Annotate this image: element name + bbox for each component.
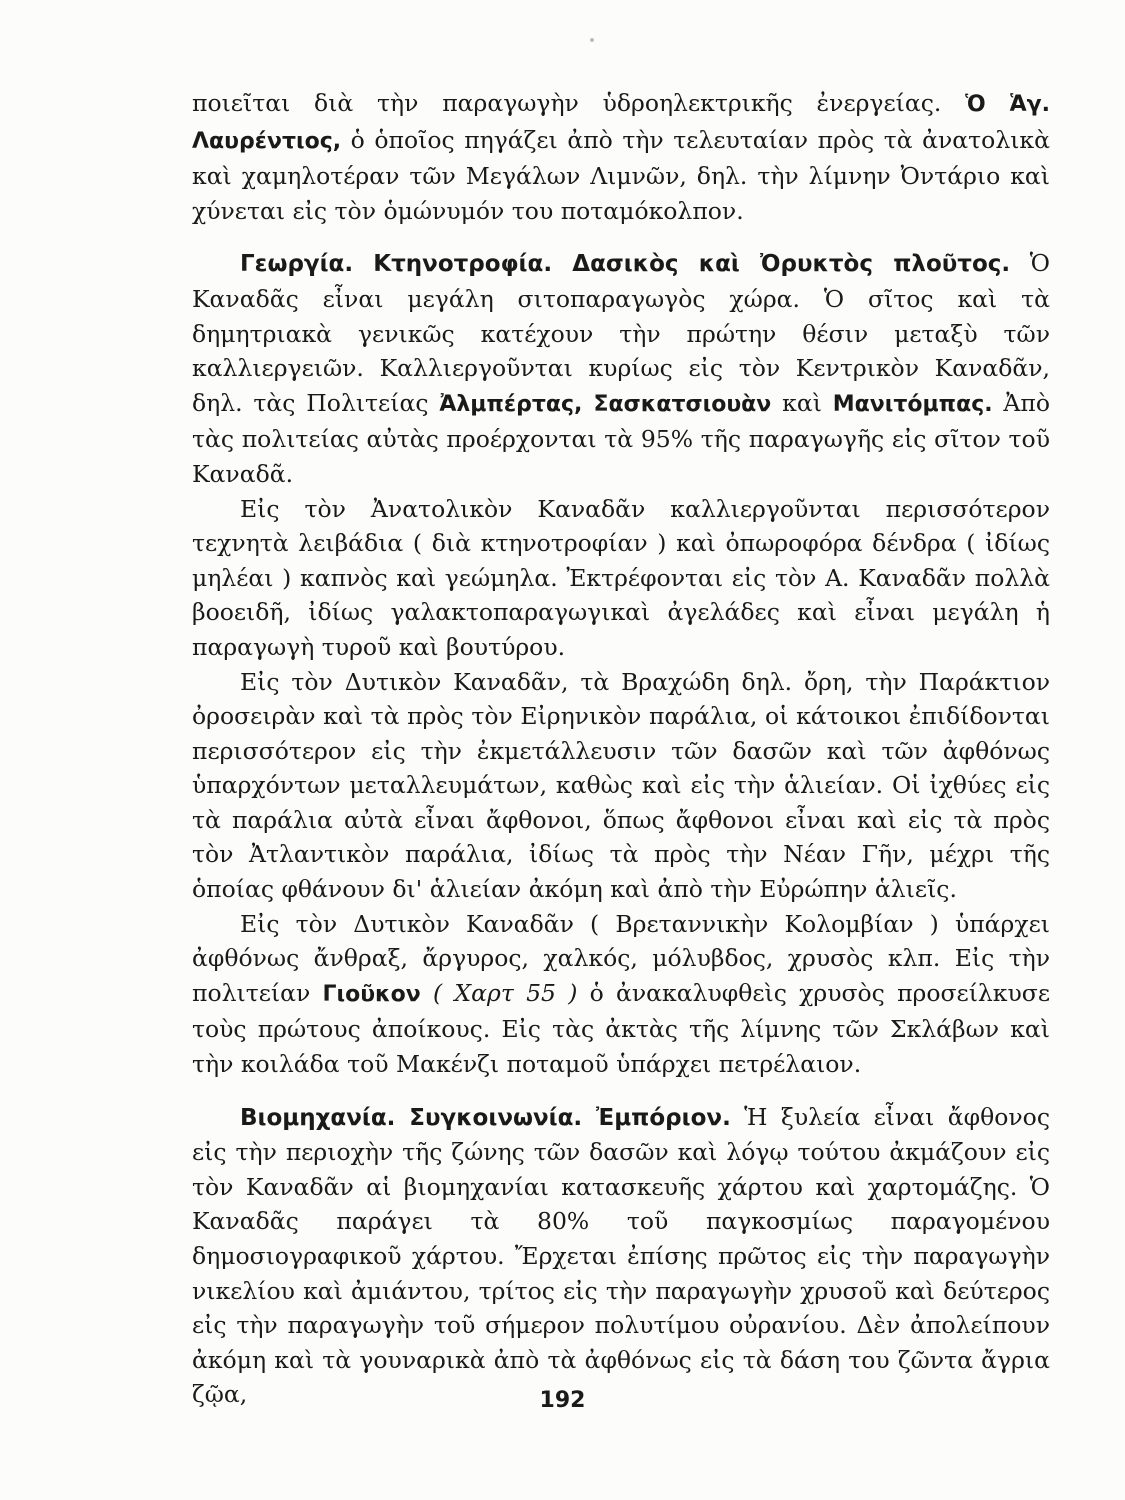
paragraph-text: Ὁ Καναδᾶς εἶναι μεγάλη σιτοπαραγωγὸς χώρα. Ὁ σῖτος καὶ τὰ δημητριακὰ γενικῶς κατέχουν τὴν πρώτην θέσιν μεταξὺ τῶν καλλιεργειῶν. Καλλιεργοῦνται κυρίως εἰς τὸν Κεντρικὸν Καναδᾶν, δηλ. τὰς Πολιτείας xyxy=(192,249,1051,417)
bold-term: Γιοῦκον xyxy=(322,981,421,1007)
paragraph-text: Εἰς τὸν Ἀνατολικὸν Καναδᾶν καλλιεργοῦνται περισσότερον τεχνητὰ λειβάδια ( διὰ κτηνοτροφίαν ) καὶ ὀπωροφόρα δένδρα ( ἰδίως μηλέαι ) καπνὸς καὶ γεώμηλα. Ἐκτρέφονται εἰς τὸν Α. Καναδᾶν πολλὰ βοοειδῆ, ἰδίως γαλακτοπαραγωγικαὶ ἀγελάδες καὶ εἶναι μεγάλη ἡ παραγωγὴ τυροῦ καὶ βουτύρου. xyxy=(192,494,1050,661)
paragraph-minerals xyxy=(192,907,1050,1082)
paper-speck xyxy=(590,38,594,42)
section-industry xyxy=(192,1100,1050,1412)
paragraph-text: Εἰς τὸν Δυτικὸν Καναδᾶν, τὰ Βραχώδη δηλ. ὄρη, τὴν Παράκτιον ὀροσειρὰν καὶ τὰ πρὸς τὸν Εἰρηνικὸν παράλια, οἱ κάτοικοι ἐπιδίδονται περισσότερον εἰς τὴν ἐκμετάλλευσιν τῶν δασῶν καὶ τῶν ἀφθόνως ὑπαρχόντων μεταλλευμάτων, καθὼς καὶ εἰς τὴν ἁλιείαν. Οἱ ἰχθύες εἰς τὰ παράλια αὐτὰ εἶναι ἄφθονοι, ὅπως ἄφθονοι εἶναι καὶ εἰς τὰ πρὸς τὸν Ἀτλαντικὸν παράλια, ἰδίως τὰ πρὸς τὴν Νέαν Γῆν, μέχρι τῆς ὁποίας φθάνουν δι' ἁλιείαν ἀκόμη καὶ ἀπὸ τὴν Εὐρώπην ἁλιεῖς. xyxy=(192,667,1050,904)
paragraph-text: ὁ ὁποῖος πηγάζει ἀπὸ τὴν τελευταίαν πρὸς τὰ ἀνατολικὰ καὶ χαμηλοτέραν τῶν Μεγάλων Λιμνῶν, δηλ. τὴν λίμνην Ὀντάριο καὶ χύνεται εἰς τὸν ὁμώνυμόν του ποταμόκολπον. xyxy=(192,125,1050,225)
page-body xyxy=(192,86,1050,1412)
map-reference: ( Χαρτ 55 ) xyxy=(420,978,578,1007)
paragraph-text: καὶ xyxy=(771,388,833,417)
paragraph-western-canada xyxy=(192,665,1050,907)
page-number: 192 xyxy=(539,1388,586,1413)
paragraph-text: Ἡ ξυλεία εἶναι ἄφθονος εἰς τὴν περιοχὴν τῆς ζώνης τῶν δασῶν καὶ λόγῳ τούτου ἀκμάζουν εἰς τὸν Καναδᾶν αἱ βιομηχανίαι κατασκευῆς χάρτου καὶ χαρτομάζης. Ὁ Καναδᾶς παράγει τὰ 80% τοῦ παγκοσμίως παραγομένου δημοσιογραφικοῦ χάρτου. Ἔρχεται ἐπίσης πρῶτος εἰς τὴν παραγωγὴν νικελίου καὶ ἀμιάντου, τρίτος εἰς τὴν παραγωγὴν χρυσοῦ καὶ δεύτερος εἰς τὴν παραγωγὴν τοῦ σήμερον πολυτίμου οὐρανίου. Δὲν ἀπολείπουν ἀκόμη καὶ τὰ γουναρικὰ ἀπὸ τὰ ἀφθόνως εἰς τὰ δάση του ζῶντα ἄγρια ζῷα, xyxy=(192,1102,1050,1409)
paragraph-text: ποιεῖται διὰ τὴν παραγωγὴν ὑδροηλεκτρικῆς ἐνεργείας. xyxy=(192,89,966,117)
paragraph-eastern-canada xyxy=(192,492,1050,665)
bold-term: Ὁ Ἁγ. Λαυρέντιος, xyxy=(192,92,1050,154)
section-heading: Γεωργία. Κτηνοτροφία. Δασικὸς καὶ Ὀρυκτὸς πλοῦτος. xyxy=(240,251,1011,278)
section-agriculture xyxy=(192,246,1050,491)
paragraph-text: ὁ ἀνακαλυφθεὶς χρυσὸς προσείλκυσε τοὺς πρώτους ἀποίκους. Εἰς τὰς ἀκτὰς τῆς λίμνης τῶν Σκλάβων καὶ τὴν κοιλάδα τοῦ Μακένζι ποταμοῦ ὑπάρχει πετρέλαιον. xyxy=(192,978,1050,1079)
paragraph-continuation xyxy=(192,86,1050,228)
section-heading: Βιομηχανία. Συγκοινωνία. Ἐμπόριον. xyxy=(240,1104,731,1131)
bold-term: Μανιτόμπας. xyxy=(832,391,993,417)
bold-term: Ἀλμπέρτας, Σασκατσιουὰν xyxy=(439,391,772,417)
paragraph-text: Ἀπὸ τὰς πολιτείας αὐτὰς προέρχονται τὰ 95% τῆς παραγωγῆς εἰς σῖτον τοῦ Καναδᾶ. xyxy=(192,388,1051,488)
paragraph-text: Εἰς τὸν Δυτικὸν Καναδᾶν ( Βρεταννικὴν Κολομβίαν ) ὑπάρχει ἀφθόνως ἄνθραξ, ἄργυρος, χαλκός, μόλυβδος, χρυσὸς κλπ. Εἰς τὴν πολιτείαν xyxy=(192,909,1050,1007)
